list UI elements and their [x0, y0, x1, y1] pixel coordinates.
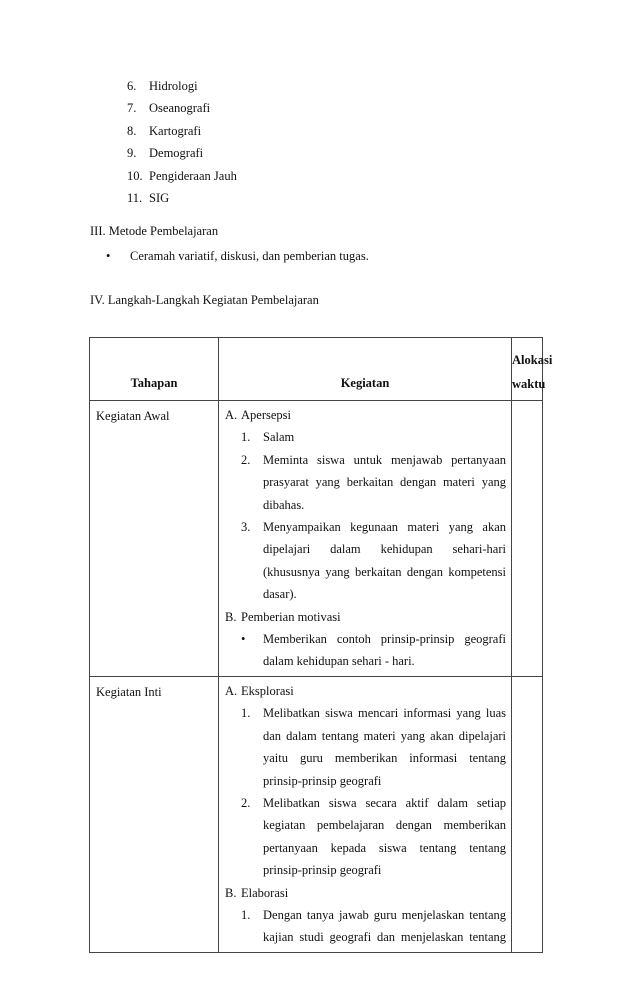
- list-item: 3. Menyampaikan kegunaan materi yang akan dipelajari dalam kehidupan sehari-hari (khususnya yang berkaitan dengan kompetensi dasar).: [241, 520, 506, 602]
- list-item: 1. Salam: [241, 430, 295, 445]
- methods-text: Ceramah variatif, diskusi, dan pemberian tugas.: [130, 249, 369, 263]
- stage-label: Kegiatan Inti: [90, 676, 219, 952]
- table-row: [90, 401, 543, 677]
- time-cell: [512, 401, 543, 677]
- stage-label: Kegiatan Awal: [90, 401, 219, 677]
- header-kegiatan: Kegiatan: [219, 338, 512, 401]
- methods-bullet-item: [106, 246, 369, 266]
- bullet-icon: •: [106, 249, 111, 263]
- bullet-icon: •: [241, 632, 246, 647]
- topic-list: [127, 75, 237, 209]
- list-item: 2. Meminta siswa untuk menjawab pertanyaan prasyarat yang berkaitan dengan materi yang dibahas.: [241, 452, 506, 512]
- list-item: 1. Dengan tanya jawab guru menjelaskan tentang kajian studi geografi dan menjelaskan tentang: [241, 907, 506, 945]
- time-cell: [512, 676, 543, 952]
- section-title: A. Eksplorasi: [225, 683, 294, 698]
- activities-cell: [219, 676, 512, 952]
- topic-item: 8. Kartografi: [127, 123, 202, 138]
- table-row: [90, 676, 543, 952]
- activities-cell: [219, 401, 512, 677]
- list-item: 2. Melibatkan siswa secara aktif dalam setiap kegiatan pembelajaran dengan memberikan pertanyaan kepada siswa tentang tentang prinsip-prinsip geografi: [241, 795, 506, 878]
- section-heading-methods: III. Metode Pembelajaran: [90, 224, 219, 238]
- topic-item: 6. Hidrologi: [127, 79, 198, 93]
- topic-item: 7. Oseanografi: [127, 101, 211, 116]
- section-title: A. Apersepsi: [225, 408, 291, 422]
- section-title: B. Pemberian motivasi: [225, 609, 341, 624]
- table-header-row: [90, 338, 543, 401]
- topic-item: 9. Demografi: [127, 146, 204, 161]
- topic-item: 10. Pengideraan Jauh: [127, 168, 237, 183]
- header-alokasi: Alokasi waktu: [512, 338, 543, 401]
- section-heading-steps: IV. Langkah-Langkah Kegiatan Pembelajaran: [90, 293, 319, 307]
- section-title: B. Elaborasi: [225, 885, 289, 900]
- header-tahapan: Tahapan: [90, 338, 219, 401]
- list-item: 1. Melibatkan siswa mencari informasi yang luas dan dalam tentang materi yang akan dipelajari yaitu guru memberikan informasi tentang prinsip-prinsip geografi: [241, 706, 506, 788]
- list-item: • Memberikan contoh prinsip-prinsip geografi dalam kehidupan sehari - hari.: [225, 628, 506, 673]
- topic-item: 11. SIG: [127, 190, 170, 205]
- activity-table: [89, 337, 553, 953]
